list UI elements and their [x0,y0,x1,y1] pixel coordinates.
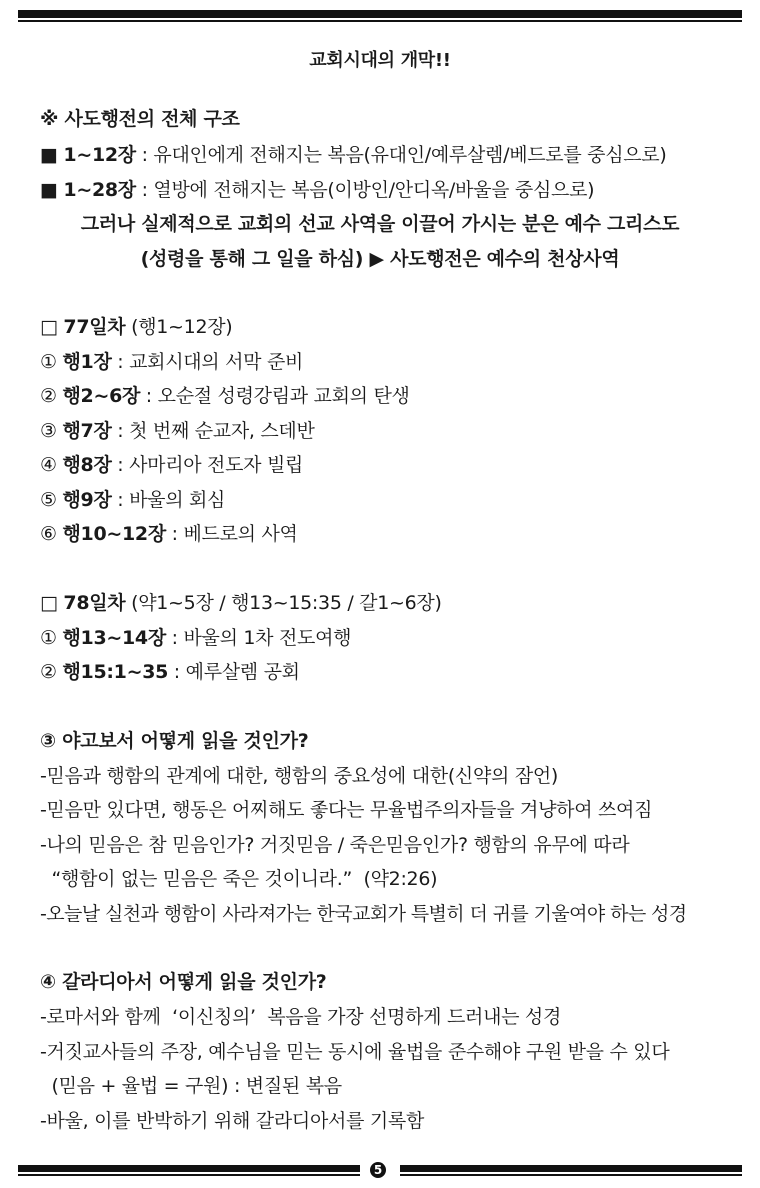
list-item [40,521,298,547]
list-item [40,659,300,685]
galatians-line: -로마서와 함께 ‘이신칭의’ 복음을 가장 선명하게 드러내는 성경 [40,1006,562,1028]
footer-rule [18,1162,742,1180]
list-item [40,452,303,478]
galatians-line: -바울, 이를 반박하기 위해 갈라디아서를 기록함 [40,1110,425,1132]
circled-number: ⑤ [40,489,57,511]
item-ref: 행15:1~35 [62,661,169,683]
item-desc: : 바울의 1차 전도여행 [165,627,352,649]
list-item [40,349,303,375]
square-bullet-icon: ■ [40,144,58,166]
circled-number: ④ [40,454,57,476]
item-ref: 행13~14장 [62,627,166,649]
circled-number: ⑥ [40,523,57,545]
structure-note: 그러나 실제적으로 교회의 선교 사역을 이끌어 가시는 분은 예수 그리스도 [80,213,680,235]
day77-heading [40,314,232,340]
day-range: (약1~5장 / 행13~15:35 / 갈1~6장) [125,592,442,614]
checkbox-icon: □ [40,592,58,614]
page-title: 교회시대의 개막!! [309,50,451,71]
top-double-rule [18,10,742,22]
item-ref: 행2~6장 [62,385,141,407]
james-quote: “행함이 없는 믿음은 죽은 것이니라.” (약2:26) [40,868,438,890]
item-ref: 행8장 [62,454,112,476]
checkbox-icon: □ [40,316,58,338]
james-line: -믿음만 있다면, 행동은 어찌해도 좋다는 무율법주의자들을 겨냥하여 쓰여짐 [40,799,653,821]
james-line: -나의 믿음은 참 믿음인가? 거짓믿음 / 죽은믿음인가? 행함의 유무에 따라 [40,834,630,856]
structure-ref: 1~12장 [63,144,136,166]
item-desc: : 베드로의 사역 [165,523,298,545]
list-item [40,418,315,444]
item-desc: : 바울의 회심 [111,489,226,511]
day-label: 78일차 [63,592,126,614]
galatians-heading: ④ 갈라디아서 어떻게 읽을 것인가? [40,971,327,993]
item-ref: 행1장 [62,351,112,373]
galatians-line: (믿음 + 율법 = 구원) : 변질된 복음 [40,1075,342,1097]
circled-number: ③ [40,420,57,442]
day78-heading [40,590,442,616]
circled-number: ② [40,661,57,683]
day-label: 77일차 [63,316,126,338]
circled-number: ① [40,351,57,373]
item-desc: : 첫 번째 순교자, 스데반 [111,420,315,442]
item-desc: : 예루살렘 공회 [168,661,300,683]
circled-number: ① [40,627,57,649]
structure-desc: : 유대인에게 전해지는 복음(유대인/예루살렘/베드로를 중심으로) [135,144,667,166]
structure-heading: ※ 사도행전의 전체 구조 [40,108,240,130]
list-item [40,625,351,651]
list-item [40,383,410,409]
item-desc: : 사마리아 전도자 빌립 [111,454,304,476]
james-heading: ③ 야고보서 어떻게 읽을 것인가? [40,730,309,752]
item-desc: : 오순절 성령강림과 교회의 탄생 [140,385,410,407]
structure-item [40,177,594,203]
structure-note: (성령을 통해 그 일을 하심) ▶ 사도행전은 예수의 천상사역 [140,248,620,270]
structure-ref: 1~28장 [63,179,136,201]
item-ref: 행10~12장 [62,523,166,545]
james-line: -믿음과 행함의 관계에 대한, 행함의 중요성에 대한(신약의 잠언) [40,765,559,787]
structure-desc: : 열방에 전해지는 복음(이방인/안디옥/바울을 중심으로) [135,179,595,201]
item-desc: : 교회시대의 서막 준비 [111,351,304,373]
day-range: (행1~12장) [125,316,233,338]
page-number: 5 [370,1162,386,1178]
item-ref: 행7장 [62,420,112,442]
james-line: -오늘날 실천과 행함이 사라져가는 한국교회가 특별히 더 귀를 기울여야 하는 성경 [40,903,687,925]
list-item [40,487,225,513]
galatians-line: -거짓교사들의 주장, 예수님을 믿는 동시에 율법을 준수해야 구원 받을 수 있다 [40,1041,670,1063]
square-bullet-icon: ■ [40,179,58,201]
structure-item [40,142,666,168]
circled-number: ② [40,385,57,407]
item-ref: 행9장 [62,489,112,511]
